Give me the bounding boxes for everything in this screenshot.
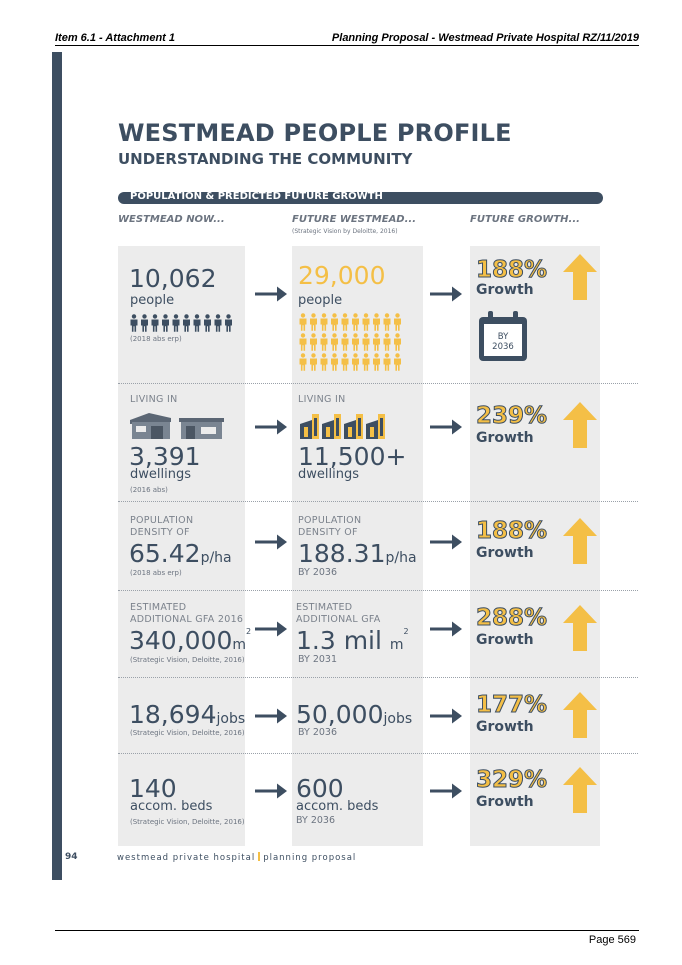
density-future-label-1: POPULATION (298, 515, 362, 526)
page-number: Page 569 (588, 934, 636, 946)
beds-now-source: (Strategic Vision, Deloitte, 2016) (130, 818, 245, 826)
jobs-future-value: 50,000 (296, 700, 384, 729)
density-now-unit: p/ha (200, 550, 232, 566)
row-divider (118, 677, 638, 678)
gfa-future-sup: 2 (403, 627, 409, 636)
dwellings-now-value: 3,391 (129, 442, 201, 471)
population-growth-label: Growth (476, 282, 534, 298)
gfa-future-label-1: ESTIMATED (296, 602, 353, 613)
dwellings-future-label: LIVING IN (298, 394, 346, 405)
gfa-future-value: 1.3 mil (296, 626, 382, 655)
density-now-value: 65.42 (129, 539, 201, 568)
population-growth-percent: 188% (476, 257, 548, 283)
density-now-label-2: DENSITY OF (130, 527, 190, 538)
gfa-future-label-2: ADDITIONAL GFA (296, 614, 381, 625)
density-future-label-2: DENSITY OF (298, 527, 358, 538)
calendar-by-label: BY (497, 332, 509, 342)
beds-future-unit: accom. beds (296, 799, 379, 814)
brochure-footer (117, 852, 356, 863)
right-arrow-icon (430, 533, 462, 551)
population-future-value: 29,000 (298, 261, 386, 290)
density-now-source: (2018 abs erp) (130, 569, 182, 577)
footer-rule (55, 930, 639, 931)
brochure-page-number: 94 (65, 852, 78, 862)
column-heading-growth: FUTURE GROWTH... (470, 214, 580, 225)
row-divider (118, 590, 638, 591)
gfa-growth-percent: 288% (476, 605, 548, 631)
section-title: POPULATION & PREDICTED FUTURE GROWTH (130, 191, 383, 202)
beds-now-value: 140 (129, 774, 177, 803)
footer-separator (258, 852, 260, 861)
gfa-now-value-wrap (129, 628, 251, 653)
population-future-unit: people (298, 293, 343, 308)
dwellings-future-unit: dwellings (298, 467, 359, 482)
gfa-now-label-2: ADDITIONAL GFA 2016 (130, 614, 244, 625)
dwellings-growth-percent: 239% (476, 403, 548, 429)
side-accent-bar (52, 52, 62, 880)
population-now-value: 10,062 (129, 264, 217, 293)
column-subheading-future: (Strategic Vision by Deloitte, 2016) (292, 228, 398, 235)
right-arrow-icon (430, 620, 462, 638)
up-arrow-icon (563, 254, 597, 300)
beds-future-value: 600 (296, 774, 344, 803)
dwellings-future-value: 11,500+ (298, 442, 407, 471)
house-icon (129, 410, 227, 440)
right-arrow-icon (255, 285, 287, 303)
calendar-icon (476, 311, 530, 363)
person-icon (129, 314, 233, 332)
building-icon (298, 410, 388, 440)
jobs-future-value-wrap (296, 702, 412, 727)
up-arrow-icon (563, 692, 597, 738)
right-arrow-icon (430, 707, 462, 725)
right-arrow-icon (430, 285, 462, 303)
right-arrow-icon (255, 782, 287, 800)
jobs-future-unit: jobs (383, 711, 413, 727)
calendar-year-label: 2036 (492, 342, 514, 352)
jobs-growth-percent: 177% (476, 692, 548, 718)
section-banner (118, 192, 603, 204)
row-divider (118, 501, 638, 502)
page-title: WESTMEAD PEOPLE PROFILE (118, 119, 512, 147)
population-now-source: (2018 abs erp) (130, 335, 182, 343)
density-future-value-wrap (298, 541, 417, 566)
jobs-now-source: (Strategic Vision, Deloitte, 2016) (130, 729, 245, 737)
jobs-now-value-wrap (129, 702, 245, 727)
density-now-label-1: POPULATION (130, 515, 194, 526)
row-divider (118, 383, 638, 384)
right-arrow-icon (255, 707, 287, 725)
right-arrow-icon (255, 620, 287, 638)
beds-future-by: BY 2036 (296, 815, 335, 826)
density-future-value: 188.31 (298, 539, 386, 568)
gfa-now-sup: 2 (246, 627, 252, 636)
person-icon (298, 313, 402, 373)
right-arrow-icon (255, 533, 287, 551)
footer-brand: westmead private hospital (117, 853, 256, 863)
row-divider (118, 753, 638, 754)
gfa-future-by: BY 2031 (298, 654, 337, 665)
document-header (55, 32, 639, 46)
column-heading-now: WESTMEAD NOW... (118, 214, 225, 225)
column-heading-future: FUTURE WESTMEAD... (292, 214, 417, 225)
beds-now-unit: accom. beds (130, 799, 213, 814)
dwellings-now-unit: dwellings (130, 467, 191, 482)
up-arrow-icon (563, 518, 597, 564)
density-growth-label: Growth (476, 545, 534, 561)
dwellings-growth-label: Growth (476, 430, 534, 446)
document-reference: Planning Proposal - Westmead Private Hospital RZ/11/2019 (331, 32, 639, 44)
up-arrow-icon (563, 605, 597, 651)
gfa-now-source: (Strategic Vision, Deloitte, 2016) (130, 656, 245, 664)
footer-doc: planning proposal (263, 853, 357, 863)
right-arrow-icon (430, 418, 462, 436)
right-arrow-icon (255, 418, 287, 436)
attachment-label: Item 6.1 - Attachment 1 (55, 32, 176, 44)
density-now-value-wrap (129, 541, 232, 566)
density-growth-percent: 188% (476, 518, 548, 544)
gfa-future-unit: m (389, 637, 404, 653)
beds-growth-percent: 329% (476, 767, 548, 793)
page-subtitle: UNDERSTANDING THE COMMUNITY (118, 150, 413, 168)
beds-growth-label: Growth (476, 794, 534, 810)
up-arrow-icon (563, 767, 597, 813)
gfa-now-unit: m (232, 637, 247, 653)
gfa-now-value: 340,000 (129, 626, 233, 655)
jobs-now-value: 18,694 (129, 700, 217, 729)
dwellings-now-source: (2016 abs) (130, 486, 168, 494)
jobs-now-unit: jobs (216, 711, 246, 727)
right-arrow-icon (430, 782, 462, 800)
density-future-by: BY 2036 (298, 567, 337, 578)
jobs-growth-label: Growth (476, 719, 534, 735)
up-arrow-icon (563, 402, 597, 448)
jobs-future-by: BY 2036 (298, 727, 337, 738)
dwellings-now-label: LIVING IN (130, 394, 178, 405)
header-rule (55, 45, 639, 46)
population-now-unit: people (130, 293, 175, 308)
gfa-now-label-1: ESTIMATED (130, 602, 187, 613)
density-future-unit: p/ha (385, 550, 417, 566)
gfa-future-value-wrap (296, 628, 409, 653)
gfa-growth-label: Growth (476, 632, 534, 648)
